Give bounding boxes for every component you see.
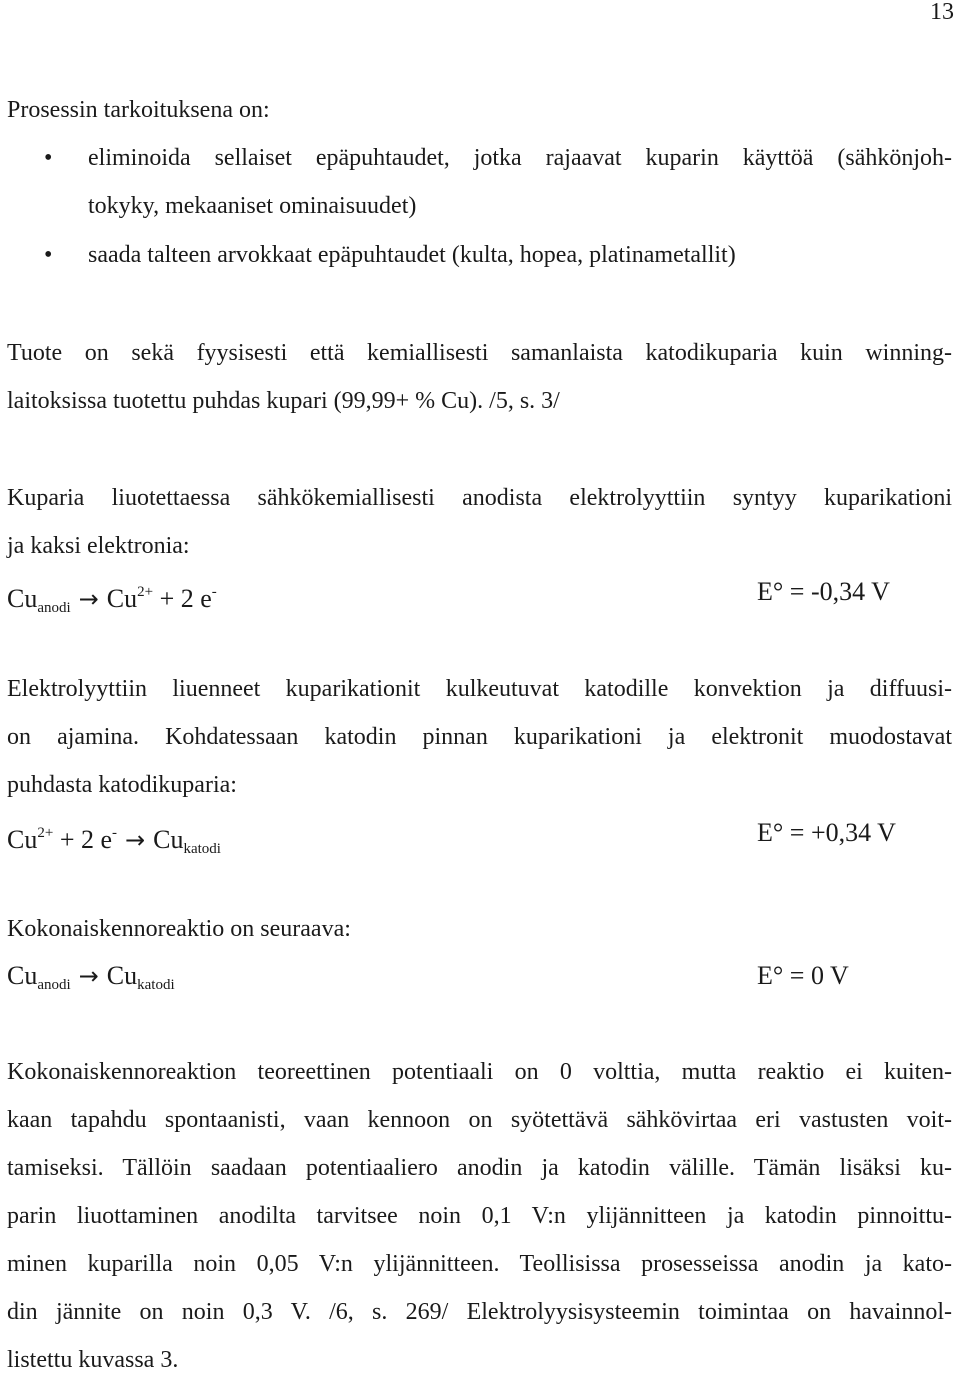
bullet-text: saada talteen arvokkaat epäpuhtaudet (kulta, hopea, platinametallit) — [88, 242, 736, 268]
standard-potential: E° = 0 V — [757, 961, 849, 990]
bullet-dot-icon: • — [44, 145, 53, 171]
standard-potential: E° = +0,34 V — [757, 818, 896, 847]
bullet-text: tokyky, mekaaniset ominaisuudet) — [88, 193, 417, 219]
equation-overall-reaction — [7, 956, 952, 996]
paragraph-line: kaan tapahdu spontaanisti, vaan kennoon on syötettävä sähkövirtaa eri vastusten voit- — [7, 1107, 952, 1133]
equation-lhs: $Cu^{2+} + 2$ $e^- \to Cu_{katodi}$ — [7, 813, 221, 869]
equation-cathode-reduction — [7, 813, 952, 857]
paragraph-line: Kuparia liuotettaessa sähkökemiallisesti anodista elektrolyyttiin syntyy kuparikationi — [7, 485, 952, 511]
paragraph-line: on ajamina. Kohdatessaan katodin pinnan kuparikationi ja elektronit muodostavat — [7, 724, 952, 750]
paragraph-line: din jännite on noin 0,3 V. /6, s. 269/ Elektrolyysisysteemin toimintaa on havainnol- — [7, 1299, 952, 1325]
reaction-arrow-icon: → — [78, 962, 99, 990]
paragraph-line: Tuote on sekä fyysisesti että kemiallisesti samanlaista katodikuparia kuin winning- — [7, 340, 952, 366]
equation-lhs: $Cu_{anodi} \to Cu_{katodi}$ — [7, 956, 175, 1005]
equation-anode-oxidation — [7, 572, 952, 616]
paragraph-line: parin liuottaminen anodilta tarvitsee noin 0,1 V:n ylijännitteen ja katodin pinnoittu- — [7, 1203, 952, 1229]
paragraph-line: minen kuparilla noin 0,05 V:n ylijännitteen. Teollisissa prosesseissa anodin ja kato- — [7, 1251, 952, 1277]
standard-potential: E° = -0,34 V — [757, 577, 890, 606]
bullet-text: eliminoida sellaiset epäpuhtaudet, jotka rajaavat kuparin käyttöä (sähkönjoh- — [88, 145, 952, 171]
reaction-arrow-icon: → — [125, 826, 146, 854]
paragraph-line: listettu kuvassa 3. — [7, 1347, 179, 1373]
page-number: 13 — [930, 0, 954, 25]
paragraph-line: puhdasta katodikuparia: — [7, 772, 237, 798]
paragraph-line: laitoksissa tuotettu puhdas kupari (99,99+ % Cu). /5, s. 3/ — [7, 388, 560, 414]
paragraph-line: Elektrolyyttiin liuenneet kuparikationit kulkeutuvat katodille konvektion ja diffuusi- — [7, 676, 952, 702]
reaction-arrow-icon: → — [78, 585, 99, 613]
paragraph-line: ja kaksi elektronia: — [7, 533, 190, 559]
section-intro: Prosessin tarkoituksena on: — [7, 97, 270, 123]
paragraph-line: Kokonaiskennoreaktion teoreettinen potentiaali on 0 volttia, mutta reaktio ei kuiten- — [7, 1059, 952, 1085]
paragraph-line: Kokonaiskennoreaktio on seuraava: — [7, 916, 351, 942]
paragraph-line: tamiseksi. Tällöin saadaan potentiaaliero anodin ja katodin välille. Tämän lisäksi ku- — [7, 1155, 952, 1181]
equation-lhs: $Cu_{anodi} \to Cu^{2+} + 2$ e- — [7, 572, 217, 628]
bullet-dot-icon: • — [44, 242, 53, 268]
